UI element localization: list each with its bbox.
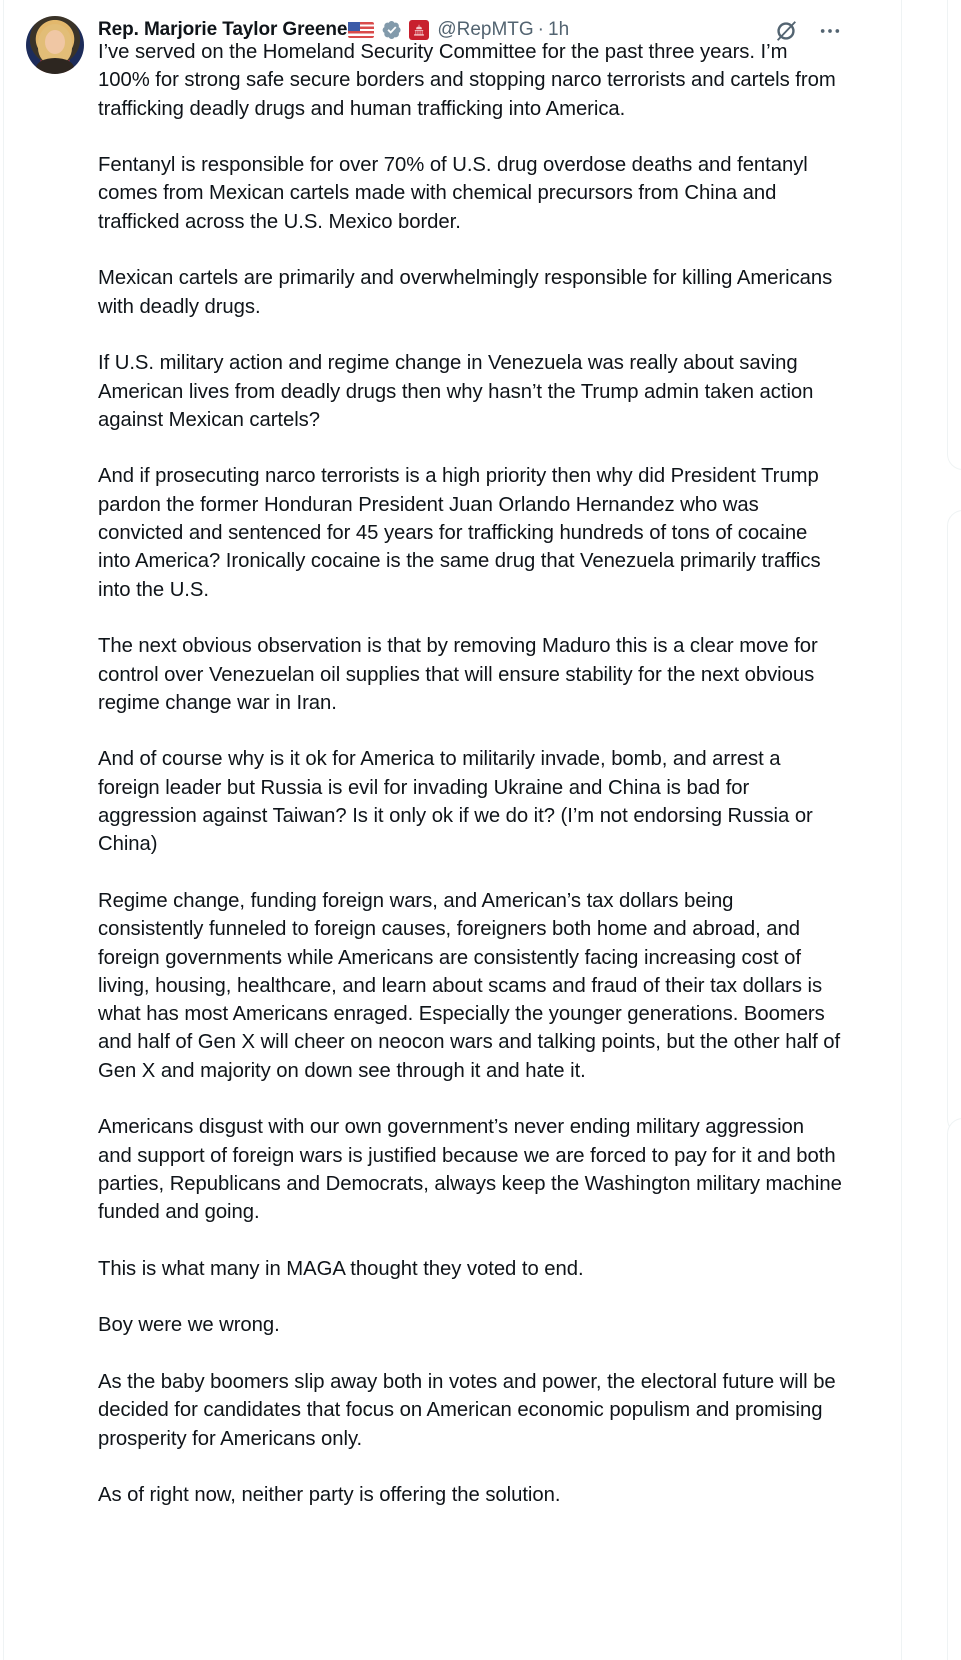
tweet-paragraph: Fentanyl is responsible for over 70% of U.S. drug overdose deaths and fentanyl comes from Mexican cartels made with chemical precursors from China and trafficked across the U.S. Mexico border.	[98, 154, 808, 233]
separator-dot: ·	[537, 19, 544, 40]
author-display-name[interactable]: Rep. Marjorie Taylor Greene	[98, 19, 348, 40]
tweet-paragraph: If U.S. military action and regime change in Venezuela was really about saving American lives from deadly drugs then why hasn’t the Trump admin taken action against Mexican cartels?	[98, 352, 814, 431]
sidebar-card	[947, 0, 961, 470]
sidebar-card	[947, 510, 961, 1135]
tweet-paragraph: Americans disgust with our own government’s never ending military aggression and support of foreign wars is justified because we are forced to pay for it and both parties, Republicans and Democrats, always keep the Washington military machine funded and going.	[98, 1116, 842, 1224]
tweet-paragraph: And if prosecuting narco terrorists is a high priority then why did President Trump pardon the former Honduran President Juan Orlando Hernandez who was convicted and sentenced for 45 years for trafficking hundreds of tons of cocaine into America? Ironically cocaine is the same drug that Venezuela primarily traffics into the U.S.	[98, 465, 821, 601]
sidebar-card	[947, 1118, 961, 1660]
avatar-face	[45, 30, 65, 54]
capitol-dome-icon[interactable]	[409, 20, 429, 40]
tweet-text	[98, 38, 843, 1538]
avatar-shirt	[36, 58, 74, 74]
us-flag-icon	[348, 22, 374, 38]
tweet-paragraph: As of right now, neither party is offering the solution.	[98, 1484, 561, 1507]
author-handle[interactable]: @RepMTG	[437, 19, 534, 40]
tweet-paragraph: This is what many in MAGA thought they voted to end.	[98, 1257, 584, 1280]
tweet-paragraph: The next obvious observation is that by removing Maduro this is a clear move for control over Venezuelan oil supplies that will ensure stability for the next obvious regime change war in Iran.	[98, 635, 818, 714]
timeline-column	[4, 0, 902, 1660]
tweet-paragraph: Regime change, funding foreign wars, and American’s tax dollars being consistently funneled to foreign causes, foreigners both home and abroad, and foreign governments while Americans are consistently facing increasing cost of living, housing, healthcare, and learn about scams and fraud of their tax dollars is what has most Americans enraged. Especially the younger generations. Boomers and half of Gen X will cheer on neocon wars and talking points, but the other half of Gen X and majority on down see through it and hate it.	[98, 889, 841, 1082]
tweet-paragraph: Boy were we wrong.	[98, 1314, 280, 1337]
verified-badge-icon[interactable]	[382, 20, 402, 40]
avatar[interactable]	[26, 16, 84, 74]
tweet-paragraph: And of course why is it ok for America to militarily invade, bomb, and arrest a foreign leader but Russia is evil for invading Ukraine and China is bad for aggression against Taiwan? Is it only ok if we do it? (I’m not endorsing Russia or China)	[98, 748, 813, 856]
tweet-paragraph: As the baby boomers slip away both in votes and power, the electoral future will be decided for candidates that focus on American economic populism and promising prosperity for Americans only.	[98, 1370, 836, 1450]
column-divider	[901, 0, 902, 1660]
tweet-paragraph: Mexican cartels are primarily and overwhelmingly responsible for killing Americans with deadly drugs.	[98, 267, 833, 318]
timestamp[interactable]: 1h	[548, 19, 570, 40]
tweet-paragraph: I’ve served on the Homeland Security Committee for the past three years. I’m 100% for strong safe secure borders and stopping narco terrorists and cartels from trafficking deadly drugs and human trafficking into America.	[98, 41, 836, 120]
